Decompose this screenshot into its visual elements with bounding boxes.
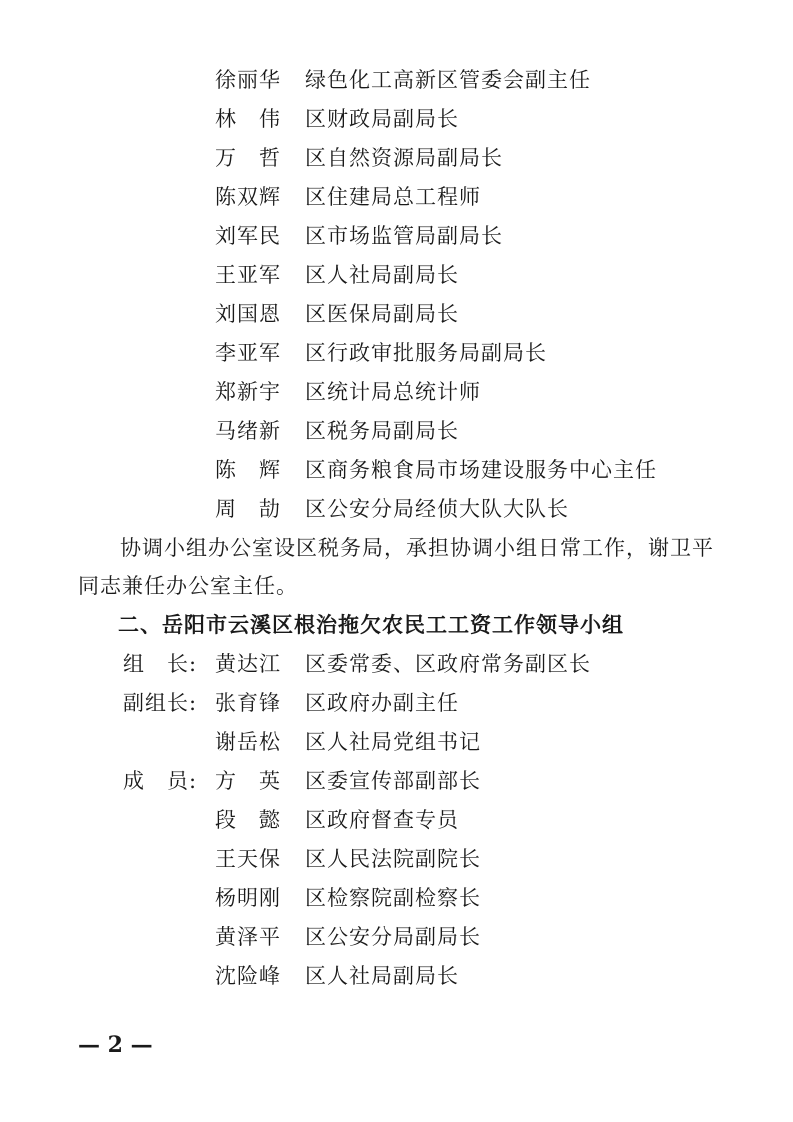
member-name: 陈双辉 — [215, 185, 281, 209]
leader-title: 区委常委、区政府常务副区长 — [305, 652, 591, 676]
member-name: 王亚军 — [215, 263, 281, 287]
member-title: 区公安分局副局长 — [305, 925, 481, 949]
member-title: 区委宣传部副部长 — [305, 769, 481, 793]
page-number: — 2 — — [78, 1032, 153, 1058]
member-name: 周 劼 — [215, 497, 281, 521]
deputy-title: 区人社局党组书记 — [305, 730, 481, 754]
member-name: 万 哲 — [215, 146, 281, 170]
role-label: 成 员: — [123, 769, 198, 793]
member-title: 区税务局副局长 — [305, 419, 459, 443]
member-name: 林 伟 — [215, 107, 281, 131]
section-heading: 二、岳阳市云溪区根治拖欠农民工工资工作领导小组 — [118, 612, 624, 637]
deputy-name: 谢岳松 — [215, 730, 281, 754]
member-name: 陈 辉 — [215, 458, 281, 482]
member-title: 区商务粮食局市场建设服务中心主任 — [305, 458, 657, 482]
member-name: 杨明刚 — [215, 886, 281, 910]
role-label: 组 长: — [123, 652, 198, 676]
member-title: 区住建局总工程师 — [305, 185, 481, 209]
member-title: 区检察院副检察长 — [305, 886, 481, 910]
member-title: 区人社局副局长 — [305, 964, 459, 988]
member-name: 徐丽华 — [215, 68, 281, 92]
member-name: 郑新宇 — [215, 380, 281, 404]
member-name: 方 英 — [215, 769, 281, 793]
member-title: 区财政局副局长 — [305, 107, 459, 131]
leader-name: 黄达江 — [215, 652, 281, 676]
member-title: 区政府督查专员 — [305, 808, 459, 832]
member-title: 区自然资源局副局长 — [305, 146, 503, 170]
role-label: 副组长: — [123, 691, 198, 715]
member-name: 沈险峰 — [215, 964, 281, 988]
office-paragraph-line2: 同志兼任办公室主任。 — [78, 574, 298, 598]
member-title: 区统计局总统计师 — [305, 380, 481, 404]
member-title: 区公安分局经侦大队大队长 — [305, 497, 569, 521]
member-name: 王天保 — [215, 847, 281, 871]
office-paragraph-line1: 协调小组办公室设区税务局，承担协调小组日常工作，谢卫平 — [120, 536, 714, 560]
member-name: 刘国恩 — [215, 302, 281, 326]
member-name: 黄泽平 — [215, 925, 281, 949]
member-title: 区人民法院副院长 — [305, 847, 481, 871]
member-name: 段 懿 — [215, 808, 281, 832]
member-name: 李亚军 — [215, 341, 281, 365]
member-title: 区行政审批服务局副局长 — [305, 341, 547, 365]
member-title: 区医保局副局长 — [305, 302, 459, 326]
deputy-title: 区政府办副主任 — [305, 691, 459, 715]
member-title: 区人社局副局长 — [305, 263, 459, 287]
member-name: 刘军民 — [215, 224, 281, 248]
member-title: 绿色化工高新区管委会副主任 — [305, 68, 591, 92]
deputy-name: 张育锋 — [215, 691, 281, 715]
member-title: 区市场监管局副局长 — [305, 224, 503, 248]
member-name: 马绪新 — [215, 419, 281, 443]
